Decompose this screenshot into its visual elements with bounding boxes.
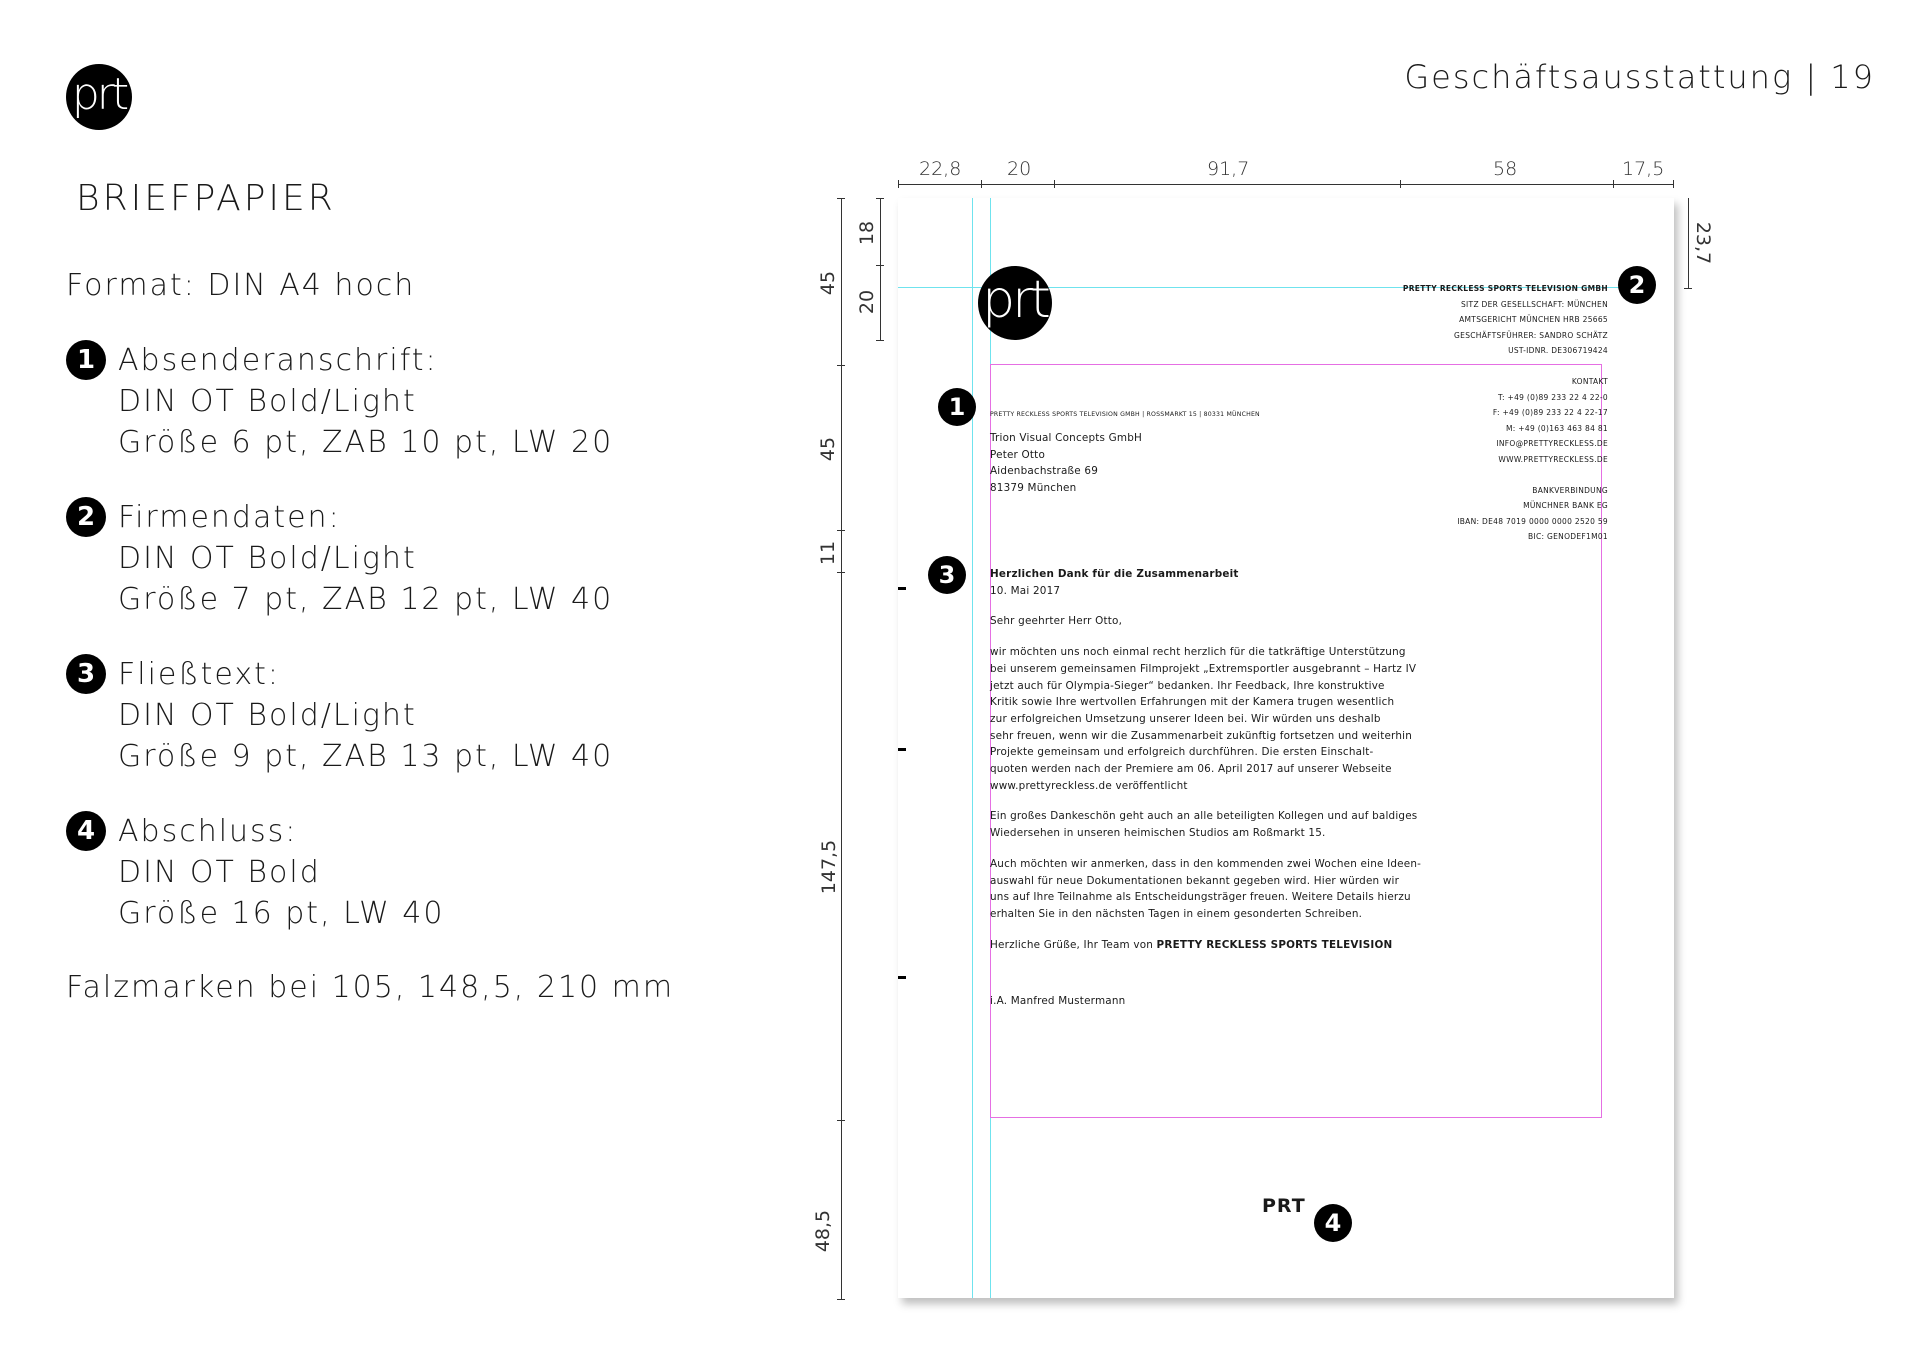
- fold-marks-note: Falzmarken bei 105, 148,5, 210 mm: [66, 970, 675, 1005]
- spec-item: [66, 497, 626, 627]
- dimension-tick: [1400, 180, 1401, 188]
- dimension-tick: [1054, 180, 1055, 188]
- spec-font: DIN OT Bold/Light: [118, 698, 417, 733]
- dimension-tick: [1673, 180, 1674, 188]
- dimension-tick: [1684, 288, 1692, 289]
- marker-2: 2: [1618, 266, 1656, 304]
- fold-mark: [898, 587, 906, 590]
- dimension-label: 58: [1493, 158, 1518, 180]
- spec-label: Abschluss:: [118, 814, 298, 849]
- letter-subject: Herzlichen Dank für die Zusammenarbeit: [990, 568, 1239, 580]
- letter-paragraph: wir möchten uns noch einmal recht herzlich für die tatkräftige Unterstützung bei unserem gemeinsamen Filmprojekt „Extremsportler ausgebrannt – Hartz IV jetzt auch für Olympia-Sieger“ bedanken. Ihr Feedback, Ihre konstruktive Kritik sowie Ihre wertvollen Erfahrungen mit der Kamera trugen wesentlich zur erfolgreichen Umsetzung unserer Ideen bei. Wir würden uns deshalb sehr freuen, wenn wir die Zusammenarbeit zukünftig fortsetzen und weiterhin Projekte gemeinsam und erfolgreich durchführen. Die ersten Einschalt- quoten werden nach der Premiere am 06. April 2017 auf unserer Webseite www.prettyreckless.de veröffentlicht: [990, 646, 1417, 792]
- recipient-line: Trion Visual Concepts GmbH: [990, 432, 1143, 444]
- format-text: Format: DIN A4 hoch: [66, 268, 416, 303]
- bank-iban: IBAN: DE48 7019 0000 0000 2520 59: [1457, 516, 1608, 526]
- dimension-tick: [837, 198, 845, 199]
- contact-phone: T: +49 (0)89 233 22 4 22-0: [1497, 392, 1608, 402]
- dimension-tick: [837, 1120, 845, 1121]
- recipient-line: Aidenbachstraße 69: [990, 465, 1099, 478]
- bank-name: MÜNCHNER BANK EG: [1523, 501, 1608, 511]
- letter-paragraph: Ein großes Dankeschön geht auch an alle beteiligten Kollegen und auf baldiges Wiedersehen in unseren heimischen Studios am Roßmarkt 15.: [990, 810, 1418, 840]
- dimension-tick: [876, 340, 884, 341]
- spec-size: Größe 9 pt, ZAB 13 pt, LW 40: [118, 739, 614, 774]
- dimension-label: 45: [817, 436, 840, 462]
- fold-mark: [898, 976, 906, 979]
- spec-number: 4: [66, 811, 106, 851]
- company-ceo: GESCHÄFTSFÜHRER: SANDRO SCHÄTZ: [1454, 330, 1608, 340]
- spec-label: Absenderanschrift:: [118, 343, 438, 378]
- dimension-label: 147,5: [818, 839, 841, 895]
- contact-fax: F: +49 (0)89 233 22 4 22-17: [1492, 408, 1608, 418]
- dimension-line-top: [898, 184, 1674, 185]
- spec-font: DIN OT Bold/Light: [118, 384, 417, 419]
- spec-size: Größe 7 pt, ZAB 12 pt, LW 40: [118, 582, 614, 617]
- dimension-label: 22,8: [919, 158, 962, 180]
- contact-label: KONTAKT: [1571, 376, 1608, 386]
- brand-logo: prt: [66, 64, 132, 130]
- dimension-line-right: [1688, 198, 1689, 288]
- spec-size: Größe 6 pt, ZAB 10 pt, LW 20: [118, 425, 614, 460]
- fold-mark: [898, 748, 906, 751]
- dimension-label: 18: [856, 220, 879, 246]
- company-data: [1288, 281, 1608, 545]
- contact-web: WWW.PRETTYRECKLESS.DE: [1498, 454, 1608, 464]
- spec-item: [66, 340, 626, 470]
- marker-4: 4: [1314, 1204, 1352, 1242]
- spec-item: [66, 811, 626, 941]
- dimension-tick: [898, 180, 899, 188]
- spec-label: Firmendaten:: [118, 500, 341, 535]
- letter-footer-mark: PRT: [1262, 1195, 1306, 1217]
- dimension-tick: [876, 198, 884, 199]
- dimension-tick: [876, 265, 884, 266]
- sender-line: PRETTY RECKLESS SPORTS TELEVISION GMBH | ROSSMARKT 15 | 80331 MÜNCHEN: [990, 411, 1260, 418]
- marker-1: 1: [938, 388, 976, 426]
- recipient-address: [990, 430, 1142, 497]
- dimension-label: 45: [817, 270, 840, 296]
- company-vat: UST-IDNR. DE306719424: [1508, 346, 1608, 356]
- spec-label: Fließtext:: [118, 657, 280, 692]
- company-seat: SITZ DER GESELLSCHAFT: MÜNCHEN: [1460, 299, 1608, 309]
- page-header: Geschäftsausstattung | 19: [1404, 58, 1875, 96]
- spec-number: 2: [66, 497, 106, 537]
- section-title: BRIEFPAPIER: [76, 178, 336, 219]
- letter-closing: Herzliche Grüße, Ihr Team von PRETTY RECKLESS SPORTS TELEVISION: [990, 938, 1393, 951]
- spec-font: DIN OT Bold: [118, 855, 321, 890]
- bank-label: BANKVERBINDUNG: [1532, 485, 1608, 495]
- company-name: PRETTY RECKLESS SPORTS TELEVISION GMBH: [1402, 284, 1608, 293]
- dimension-line-inner: [880, 198, 881, 340]
- spec-size: Größe 16 pt, LW 40: [118, 896, 445, 931]
- dimension-tick: [837, 1299, 845, 1300]
- spec-number: 3: [66, 654, 106, 694]
- guide-line: [972, 198, 973, 1298]
- bank-bic: BIC: GENODEF1M01: [1528, 532, 1608, 542]
- contact-mobile: M: +49 (0)163 463 84 81: [1506, 423, 1608, 433]
- company-court: AMTSGERICHT MÜNCHEN HRB 25665: [1459, 315, 1608, 325]
- spec-number: 1: [66, 340, 106, 380]
- dimension-tick: [837, 572, 845, 573]
- letter-date: 10. Mai 2017: [990, 584, 1061, 597]
- spec-item: [66, 654, 626, 784]
- letter-sheet: [898, 198, 1674, 1298]
- dimension-label: 48,5: [812, 1209, 835, 1253]
- marker-3: 3: [928, 556, 966, 594]
- letter-body: [990, 566, 1421, 1010]
- dimension-label: 20: [1007, 158, 1032, 180]
- dimension-label: 91,7: [1207, 158, 1250, 180]
- spec-font: DIN OT Bold/Light: [118, 541, 417, 576]
- dimension-label: 17,5: [1622, 158, 1665, 180]
- letter-salutation: Sehr geehrter Herr Otto,: [990, 615, 1123, 628]
- dimension-label: 11: [817, 540, 840, 566]
- dimension-tick: [837, 365, 845, 366]
- recipient-line: 81379 München: [990, 482, 1077, 495]
- contact-email: INFO@PRETTYRECKLESS.DE: [1496, 439, 1608, 449]
- dimension-tick: [981, 180, 982, 188]
- dimension-line-left: [841, 198, 842, 1300]
- letter-paragraph: Auch möchten wir anmerken, dass in den kommenden zwei Wochen eine Ideen- auswahl für neue Dokumentationen bekannt gegeben wird. Hier würden wir uns auf Ihre Teilnahme als Entscheidungsträger freuen. Weitere Details hierzu erhalten Sie in den nächsten Tagen in einem gesonderten Schreiben.: [990, 857, 1422, 920]
- letter-logo: prt: [978, 266, 1052, 340]
- recipient-line: Peter Otto: [990, 448, 1046, 461]
- dimension-tick: [837, 530, 845, 531]
- dimension-label: 23,7: [1692, 221, 1715, 265]
- letter-signature: i.A. Manfred Mustermann: [990, 995, 1126, 1008]
- dimension-tick: [1613, 180, 1614, 188]
- dimension-label: 20: [856, 289, 879, 315]
